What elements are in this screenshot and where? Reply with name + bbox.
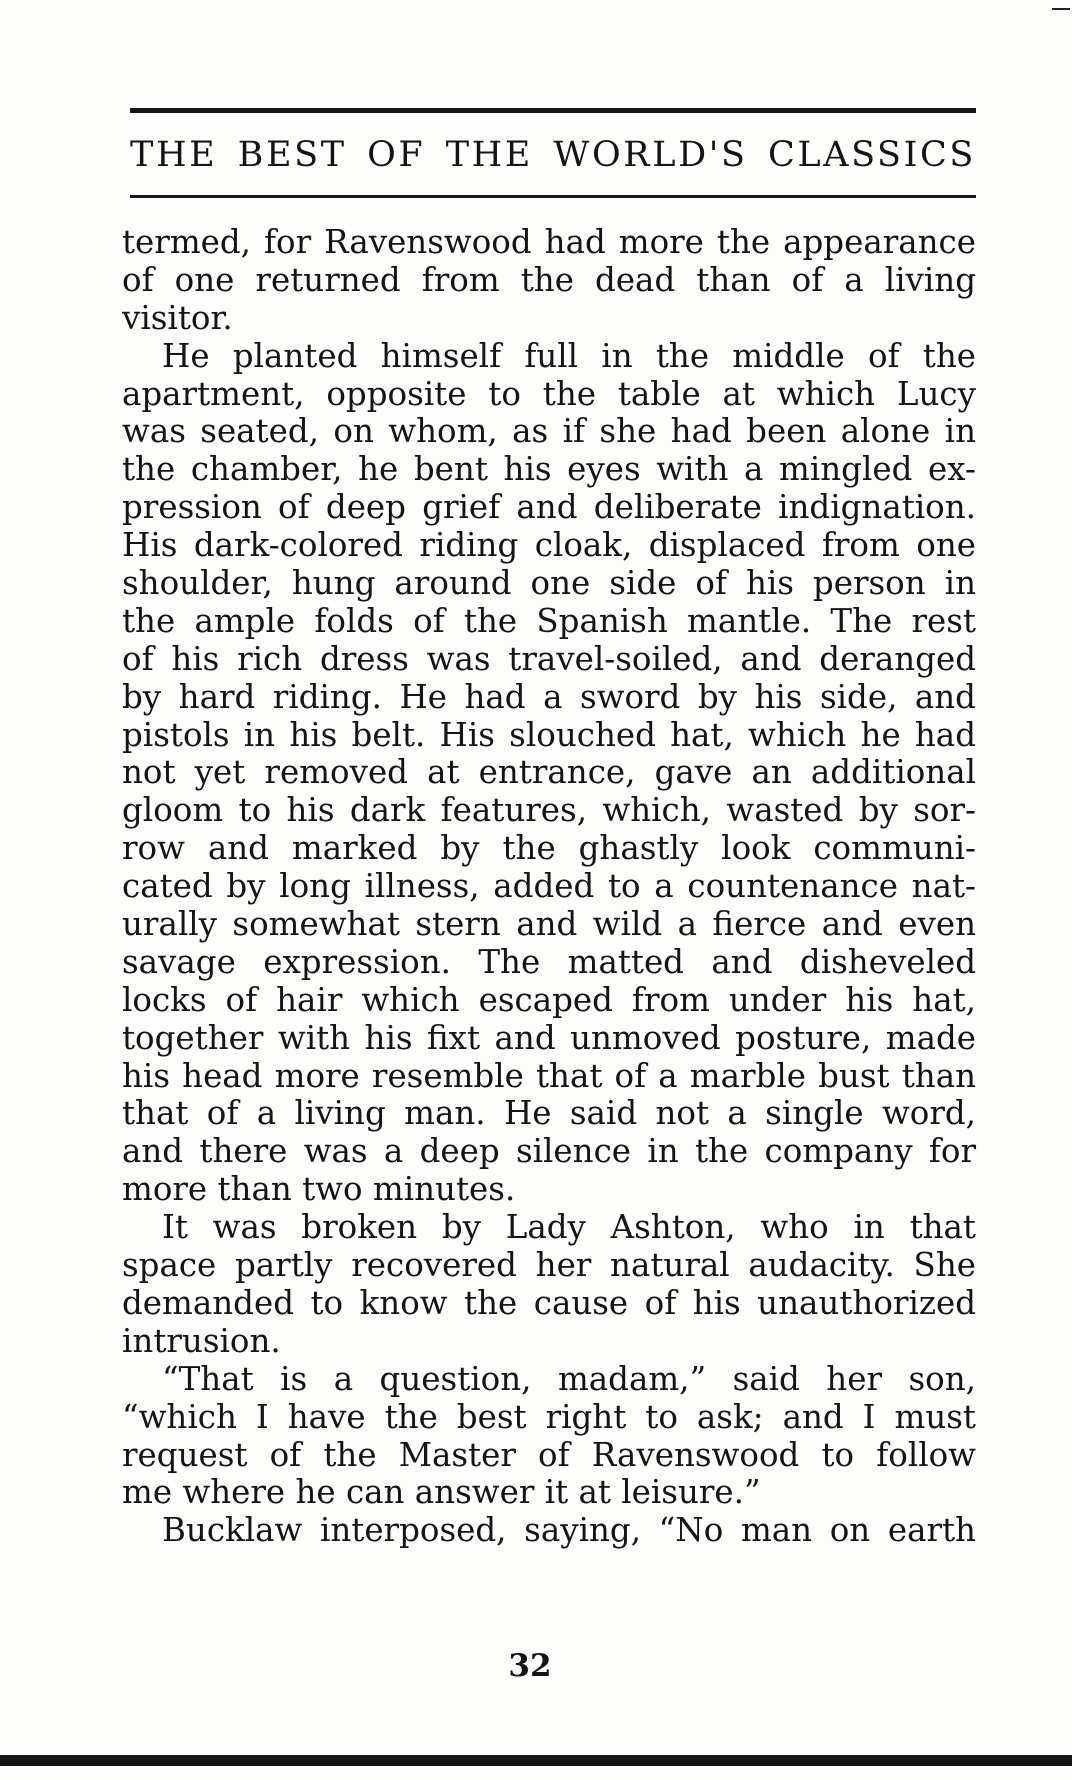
paragraph-start-line: “That is a question, madam,” said her son, xyxy=(162,1359,976,1398)
text-line: pistols in his belt. His slouched hat, which he had xyxy=(122,715,976,754)
text-line: that of a living man. He said not a single word, xyxy=(122,1094,976,1133)
text-line: termed, for Ravenswood had more the appearance xyxy=(122,223,976,261)
text-line: pression of deep grief and deliberate indignation. xyxy=(122,488,976,527)
text-line: of one returned from the dead than of a living xyxy=(122,260,976,299)
corner-scan-mark xyxy=(1052,8,1070,10)
paragraph-start-line: It was broken by Lady Ashton, who in that xyxy=(162,1208,976,1247)
text-line: of his rich dress was travel-soiled, and deranged xyxy=(122,639,976,678)
text-line: savage expression. The matted and disheveled xyxy=(122,942,976,981)
text-line: intrusion. xyxy=(122,1321,281,1360)
text-line: “which I have the best right to ask; and I must xyxy=(122,1397,976,1436)
text-line: demanded to know the cause of his unauthorized xyxy=(122,1283,976,1322)
running-head: THE BEST OF THE WORLD'S CLASSICS xyxy=(130,135,976,175)
text-line: urally somewhat stern and wild a fierce and even xyxy=(122,905,976,944)
text-line: cated by long illness, added to a countenance nat- xyxy=(122,867,976,906)
text-line: me where he can answer it at leisure.” xyxy=(122,1473,761,1512)
text-line: was seated, on whom, as if she had been alone in xyxy=(122,412,976,451)
text-line: gloom to his dark features, which, wasted by sor- xyxy=(122,791,976,830)
page-number: 32 xyxy=(508,1648,552,1684)
text-line: locks of hair which escaped from under his hat, xyxy=(122,980,976,1019)
text-line: row and marked by the ghastly look communi- xyxy=(122,829,976,868)
text-line: and there was a deep silence in the company for xyxy=(122,1132,976,1171)
page-body xyxy=(122,224,976,1550)
paragraph-start-line: Bucklaw interposed, saying, “No man on earth xyxy=(162,1511,976,1550)
text-line: his head more resemble that of a marble bust than xyxy=(122,1056,976,1095)
paragraph-start-line: He planted himself full in the middle of the xyxy=(162,336,976,375)
text-line: the chamber, he bent his eyes with a mingled ex- xyxy=(122,450,976,489)
text-line: His dark-colored riding cloak, displaced from one xyxy=(122,526,976,565)
text-line: request of the Master of Ravenswood to follow xyxy=(122,1435,976,1474)
text-line: by hard riding. He had a sword by his side, and xyxy=(122,677,976,716)
page-bottom-rule xyxy=(0,1755,1072,1766)
header-bottom-rule xyxy=(130,195,976,198)
text-line: the ample folds of the Spanish mantle. The rest xyxy=(122,601,976,640)
text-line: together with his fixt and unmoved posture, made xyxy=(122,1018,976,1057)
text-line: apartment, opposite to the table at which Lucy xyxy=(122,374,976,413)
text-line: shoulder, hung around one side of his person in xyxy=(122,564,976,603)
text-line: space partly recovered her natural audacity. She xyxy=(122,1246,976,1285)
header-top-rule xyxy=(130,108,976,113)
text-line: visitor. xyxy=(122,298,233,337)
text-line: more than two minutes. xyxy=(122,1170,516,1209)
text-line: not yet removed at entrance, gave an additional xyxy=(122,753,976,792)
